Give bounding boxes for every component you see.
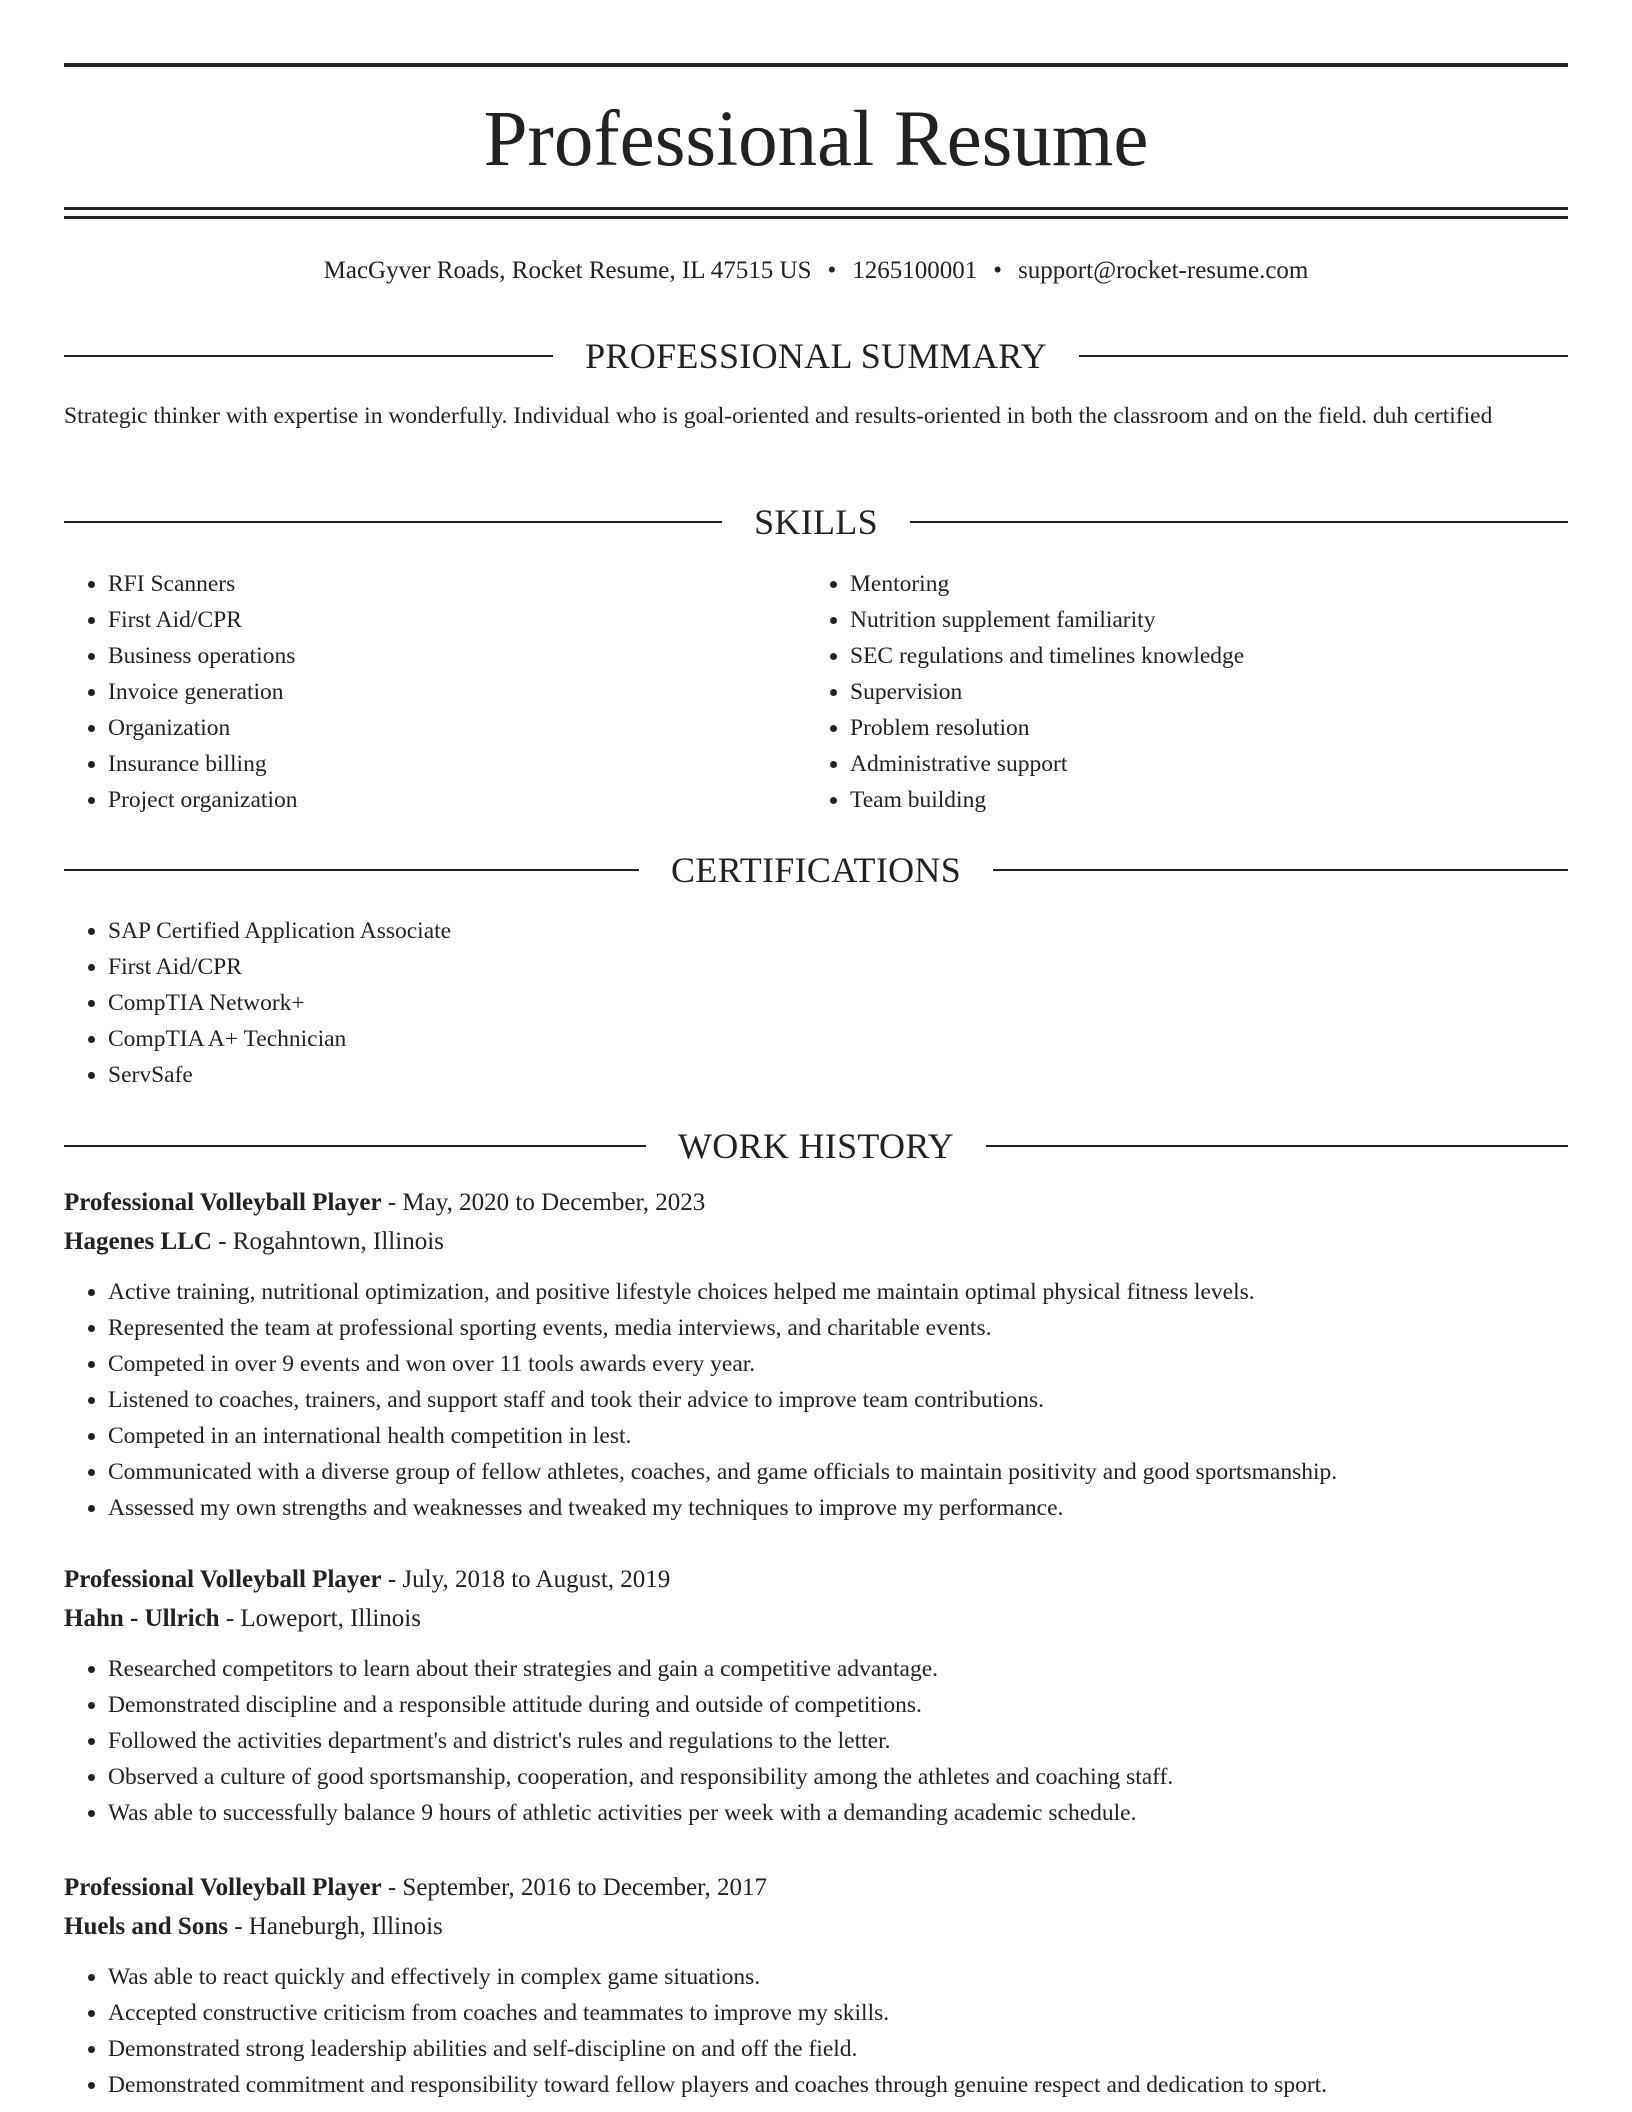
heading-rule-right [986, 1145, 1568, 1147]
certification-item: • ServSafe [108, 1057, 1064, 1093]
job-company: Huels and Sons [64, 1913, 228, 1940]
contact-email[interactable]: support@rocket-resume.com [1018, 257, 1309, 284]
skill-item: • Problem resolution [850, 710, 1506, 746]
job-duty-item: • Accepted constructive criticism from coaches and teammates to improve my skills. [108, 1995, 1568, 2031]
contact-separator: • [993, 257, 1003, 284]
job-company: Hagenes LLC [64, 1228, 212, 1255]
summary-heading [64, 332, 1568, 380]
certifications-heading [64, 846, 1568, 894]
skill-item: • Administrative support [850, 746, 1506, 782]
skill-item: • Project organization [108, 782, 764, 818]
job-title-line [64, 1869, 1568, 1907]
job-location: - Rogahntown, Illinois [211, 1228, 444, 1255]
skills-list-left [64, 566, 764, 818]
skill-item: • Insurance billing [108, 746, 764, 782]
job-entry [64, 1561, 1568, 1831]
skill-item: • SEC regulations and timelines knowledge [850, 638, 1506, 674]
job-duty-item: • Assessed my own strengths and weaknesses and tweaked my techniques to improve my performance. [108, 1490, 1568, 1526]
skill-item: • First Aid/CPR [108, 602, 764, 638]
skill-item: • RFI Scanners [108, 566, 764, 602]
job-entry [64, 1184, 1568, 1526]
certifications-list [64, 913, 1064, 1093]
contact-phone[interactable]: 1265100001 [852, 257, 978, 284]
job-duty-item: • Competed in over 9 events and won over 11 tools awards every year. [108, 1346, 1568, 1382]
job-duty-item: • Listened to coaches, trainers, and support staff and took their advice to improve team contributions. [108, 1382, 1568, 1418]
contact-line [64, 253, 1568, 289]
skills-list-right [806, 566, 1506, 818]
certification-item: • First Aid/CPR [108, 949, 1064, 985]
heading-rule-left [64, 1145, 646, 1147]
summary-heading-label: PROFESSIONAL SUMMARY [585, 336, 1047, 376]
skill-item: • Business operations [108, 638, 764, 674]
job-duty-item: • Active training, nutritional optimization, and positive lifestyle choices helped me maintain optimal physical fitness levels. [108, 1274, 1568, 1310]
job-title-line [64, 1561, 1568, 1599]
top-rule [64, 63, 1568, 67]
job-title: Professional Volleyball Player [64, 1874, 382, 1901]
certification-item: • SAP Certified Application Associate [108, 913, 1064, 949]
job-duty-item: • Followed the activities department's and district's rules and regulations to the letter. [108, 1723, 1568, 1759]
job-dates: - July, 2018 to August, 2019 [381, 1566, 671, 1593]
work-history-heading-label: WORK HISTORY [678, 1126, 954, 1166]
heading-rule-left [64, 521, 722, 523]
certifications-block [64, 913, 1064, 1093]
skills-heading [64, 498, 1568, 546]
job-duty-item: • Demonstrated strong leadership abilities and self-discipline on and off the field. [108, 2031, 1568, 2067]
heading-rule-left [64, 355, 553, 357]
skill-item: • Mentoring [850, 566, 1506, 602]
job-duty-item: • Demonstrated commitment and responsibility toward fellow players and coaches through genuine respect and dedication to sport. [108, 2067, 1568, 2103]
skill-item: • Supervision [850, 674, 1506, 710]
heading-rule-left [64, 869, 639, 871]
summary-text: Strategic thinker with expertise in wonderfully. Individual who is goal-oriented and results-oriented in both the classroom and on the field. duh certified [64, 403, 1493, 429]
resume-title: Professional Resume [483, 96, 1149, 183]
job-dates: - May, 2020 to December, 2023 [381, 1189, 706, 1216]
skills-column-left [64, 566, 764, 818]
job-company-line [64, 1600, 1568, 1638]
job-duty-item: • Represented the team at professional sporting events, media interviews, and charitable events. [108, 1310, 1568, 1346]
job-duties-list [64, 1959, 1568, 2103]
job-location: - Loweport, Illinois [219, 1605, 421, 1632]
heading-rule-right [993, 869, 1568, 871]
contact-address: MacGyver Roads, Rocket Resume, IL 47515 US [323, 257, 812, 284]
heading-rule-right [910, 521, 1568, 523]
job-company: Hahn - Ullrich [64, 1605, 220, 1632]
job-duty-item: • Was able to react quickly and effectively in complex game situations. [108, 1959, 1568, 1995]
job-company-line [64, 1908, 1568, 1946]
job-duty-item: • Competed in an international health competition in lest. [108, 1418, 1568, 1454]
skill-item: • Invoice generation [108, 674, 764, 710]
contact-separator: • [827, 257, 837, 284]
job-duty-item: • Was able to successfully balance 9 hours of athletic activities per week with a demanding academic schedule. [108, 1795, 1568, 1831]
job-duty-item: • Observed a culture of good sportsmanship, cooperation, and responsibility among the athletes and coaching staff. [108, 1759, 1568, 1795]
job-duty-item: • Researched competitors to learn about their strategies and gain a competitive advantage. [108, 1651, 1568, 1687]
job-dates: - September, 2016 to December, 2017 [381, 1874, 767, 1901]
job-title-line [64, 1184, 1568, 1222]
skills-heading-label: SKILLS [754, 502, 878, 542]
job-duty-item: • Demonstrated discipline and a responsible attitude during and outside of competitions. [108, 1687, 1568, 1723]
skills-column-right [806, 566, 1506, 818]
heading-rule-right [1079, 355, 1568, 357]
title-double-rule [64, 207, 1568, 219]
work-history-heading [64, 1122, 1568, 1170]
job-title: Professional Volleyball Player [64, 1566, 382, 1593]
job-duty-item: • Communicated with a diverse group of fellow athletes, coaches, and game officials to maintain positivity and good sportsmanship. [108, 1454, 1568, 1490]
skill-item: • Organization [108, 710, 764, 746]
certification-item: • CompTIA A+ Technician [108, 1021, 1064, 1057]
job-duties-list [64, 1274, 1568, 1526]
job-duties-list [64, 1651, 1568, 1831]
job-location: - Haneburgh, Illinois [227, 1913, 443, 1940]
skill-item: • Team building [850, 782, 1506, 818]
certification-item: • CompTIA Network+ [108, 985, 1064, 1021]
skill-item: • Nutrition supplement familiarity [850, 602, 1506, 638]
job-entry [64, 1869, 1568, 2103]
job-company-line [64, 1223, 1568, 1261]
job-title: Professional Volleyball Player [64, 1189, 382, 1216]
certifications-heading-label: CERTIFICATIONS [670, 850, 962, 890]
